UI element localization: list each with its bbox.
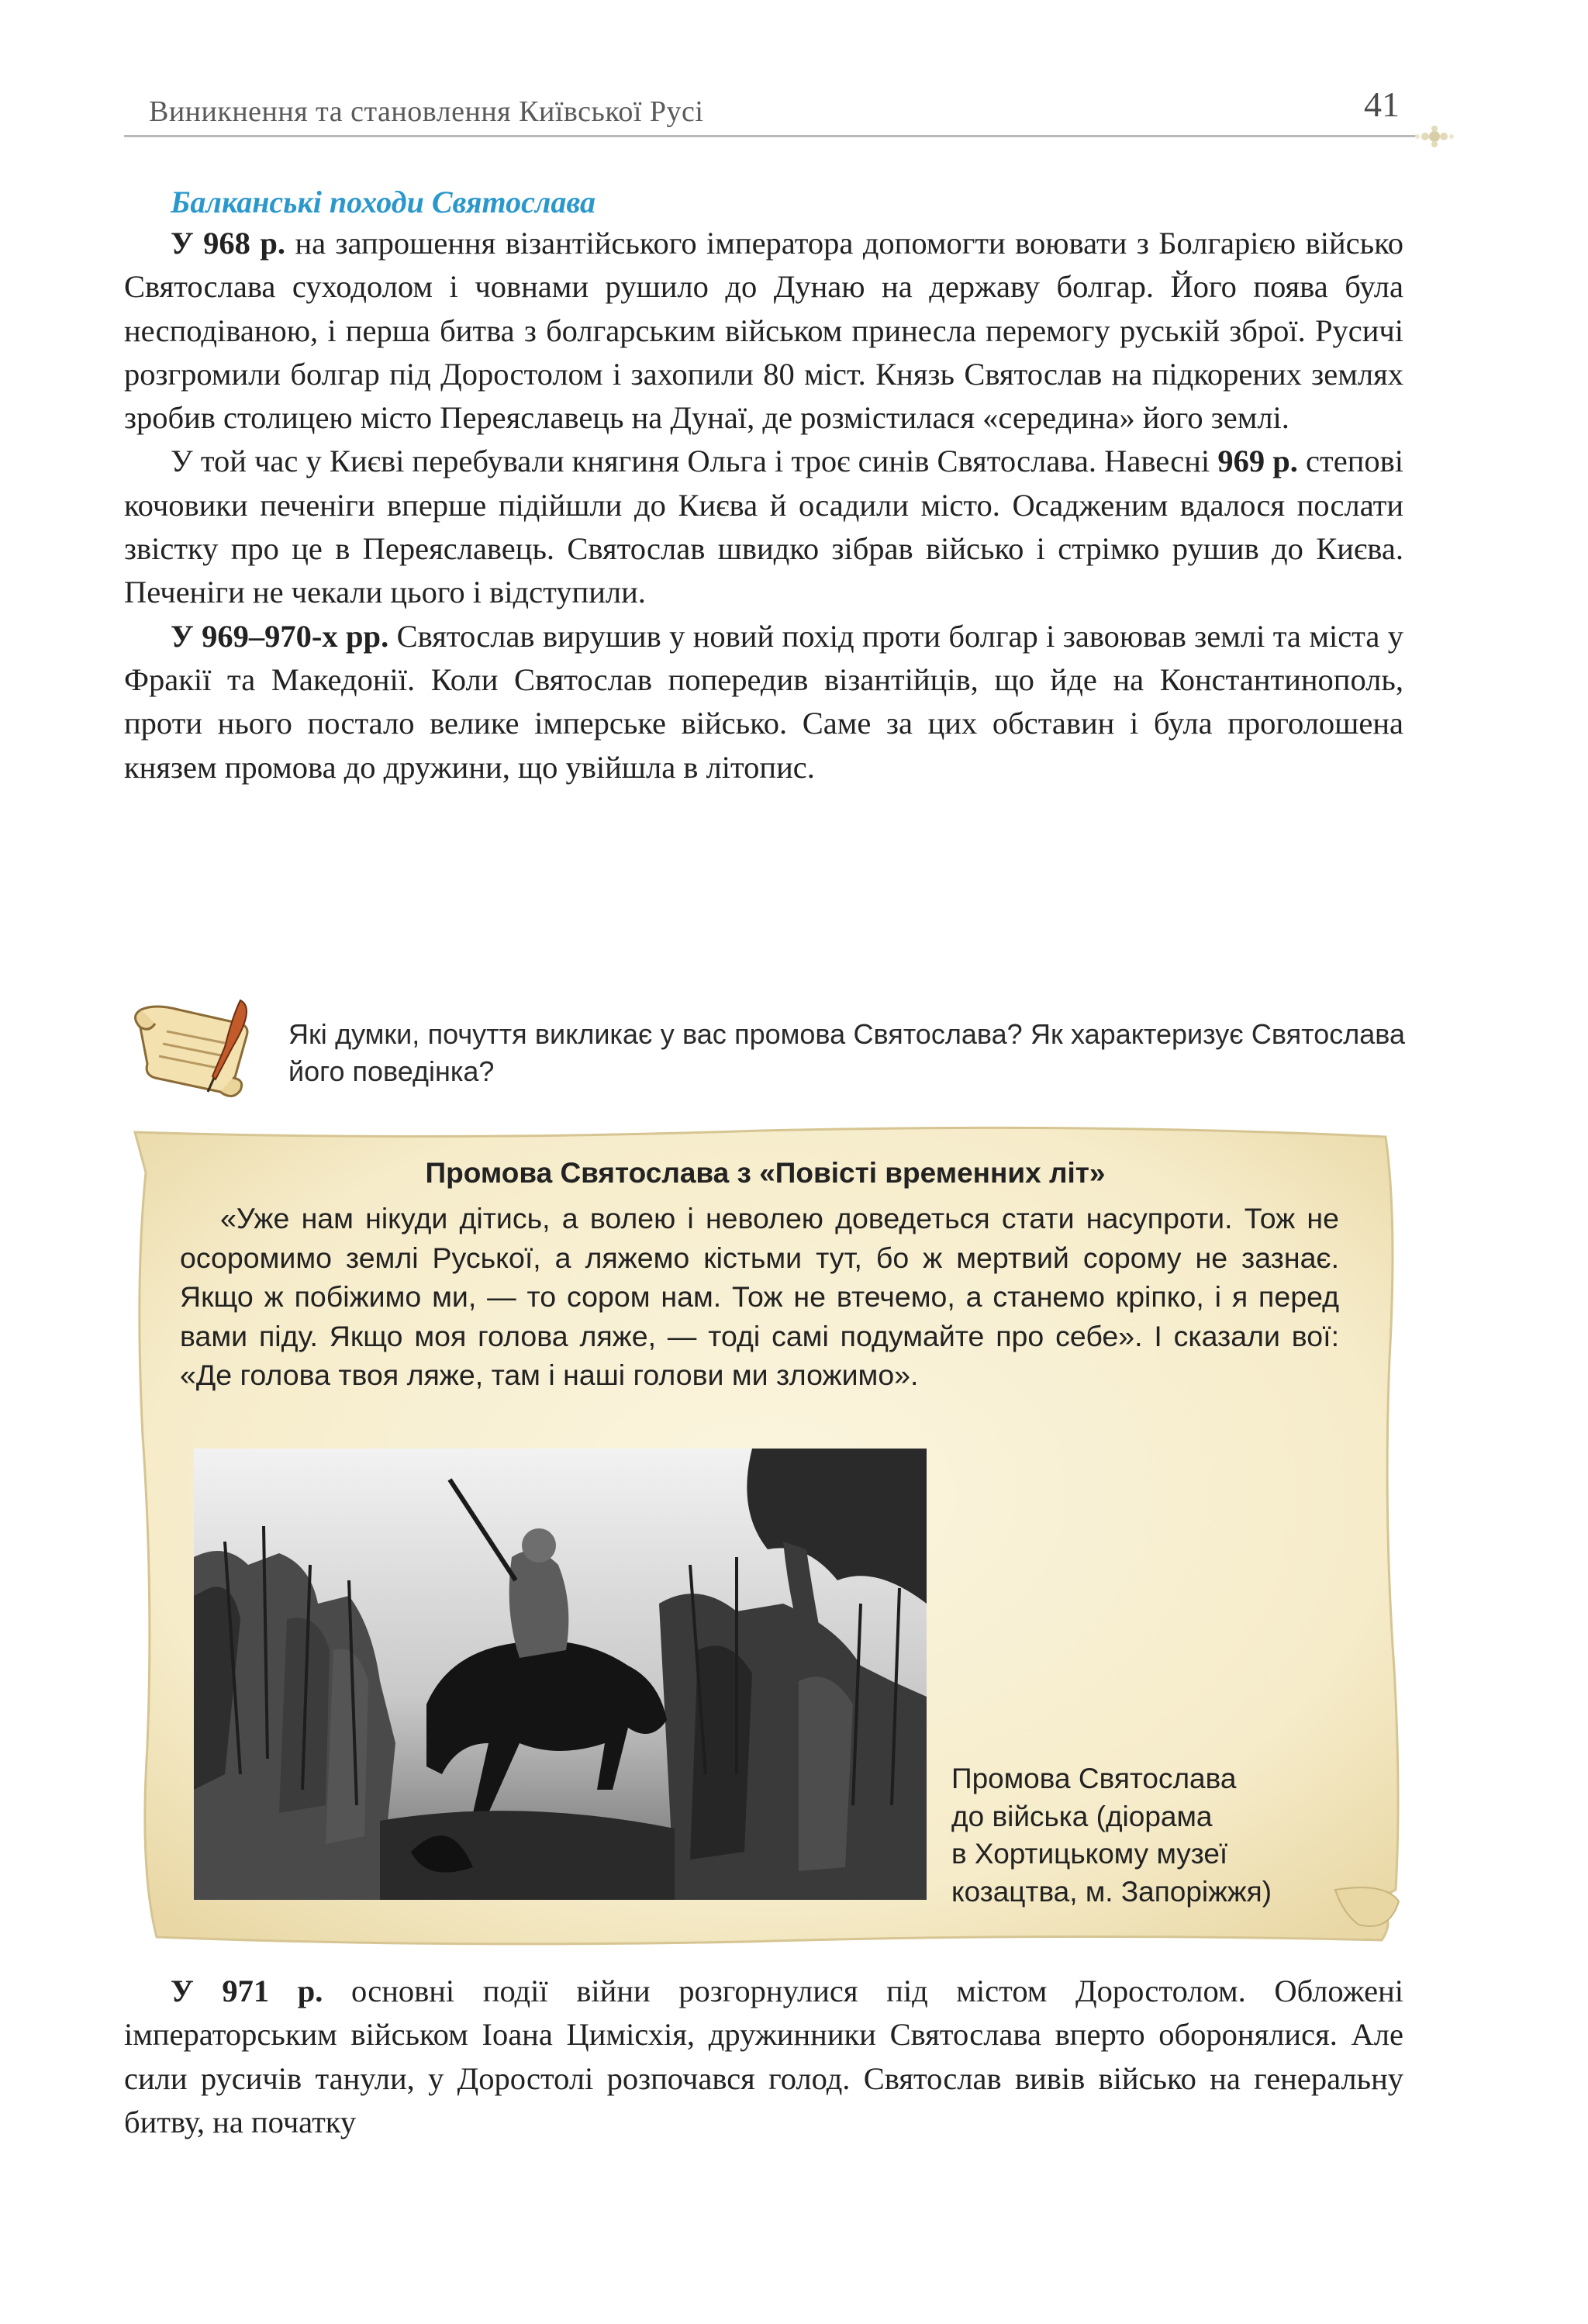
running-title: Виникнення та становлення Київської Русі xyxy=(149,95,704,128)
text-run: У той час у Києві перебували княгиня Ольга і троє синів Святослава. Навесні xyxy=(171,444,1218,479)
diorama-illustration xyxy=(194,1449,927,1900)
header-rule xyxy=(124,135,1419,137)
scroll-quill-icon xyxy=(124,993,279,1109)
date-emphasis: У 968 р. xyxy=(171,226,286,261)
paragraph-3 xyxy=(124,615,1403,789)
paragraph-2 xyxy=(124,440,1403,614)
page-number: 41 xyxy=(1364,85,1400,124)
paragraph-4 xyxy=(124,1970,1403,2144)
caption-line: до війська (діорама xyxy=(951,1800,1213,1832)
quote-box xyxy=(126,1126,1405,1948)
quote-title: Промова Святослава з «Повісті временних літ» xyxy=(425,1157,1106,1189)
header-ornament-icon xyxy=(1411,123,1458,150)
text-run: на запрошення візантійського імператора допомогти воювати з Болгарією військо Святослава суходолом і човнами рушило до Дунаю на державу болгар. Його поява була несподіваною, і перша битва з болгарським військом принесла перемогу руській зброї. Русичі розгромили болгар під Доростолом і захопили 80 міст. Князь Святослав на підкорених землях зробив столицею місто Переяславець на Дунаї, де розмістилася «середина» його землі. xyxy=(124,226,1403,436)
date-emphasis: У 971 р. xyxy=(171,1974,323,2008)
caption-line: в Хортицькому музеї xyxy=(951,1838,1228,1870)
text-run: степові кочовики печеніги вперше підійшли до Києва й осадили місто. Осадженим вдалося послати звістку про це в Переяславець. Святослав швидко зібрав військо і стрімко рушив до Києва. Печеніги не чекали цього і відступили. xyxy=(124,444,1404,610)
quote-text: «Уже нам нікуди дітись, а волею і неволею доведеться стати насупроти. Тож не осоромимо землі Руської, а ляжемо кістьми тут, бо ж мертвий сорому не зазнає. Якщо ж побіжимо ми, — то сором нам. Тож не втечемо, а станемо кріпко, і я перед вами піду. Якщо моя голова ляже, — тоді самі подумайте про себе». І сказали вої: «Де голова твоя ляже, там і наші голови ми зложимо». xyxy=(180,1202,1339,1391)
illustration-caption xyxy=(951,1760,1370,1911)
final-text xyxy=(124,1970,1403,2144)
question-box xyxy=(124,993,1411,1109)
date-emphasis: У 969–970-х рр. xyxy=(171,618,389,654)
page-header xyxy=(124,84,1403,146)
question-text: Які думки, почуття викликає у вас промова Святослава? Як характеризує Святослава його поведінка? xyxy=(288,1018,1405,1087)
paragraph-1 xyxy=(124,222,1403,440)
section-heading: Балканські походи Святослава xyxy=(171,185,596,219)
text-run: Святослав вирушив у новий похід проти болгар і завоював землі та міста у Фракії та Македонії. Коли Святослав попередив візантійців, що йде на Константинополь, проти нього постало велике імперське військо. Саме за цих обставин і була проголошена князем промова до дружини, що увійшла в літопис. xyxy=(124,618,1403,785)
date-emphasis: 969 р. xyxy=(1217,444,1298,479)
caption-line: козацтва, м. Запоріжжя) xyxy=(951,1875,1272,1908)
text-run: основні події війни розгорнулися під містом Доростолом. Обложені імператорським військом Іоана Цимісхія, дружинники Святослава вперто оборонялися. Але сили русичів танули, у Доростолі розпочався голод. Святослав вивів військо на генеральну битву, на початку xyxy=(124,1974,1403,2139)
caption-line: Промова Святослава xyxy=(951,1763,1237,1794)
main-text xyxy=(124,222,1403,789)
